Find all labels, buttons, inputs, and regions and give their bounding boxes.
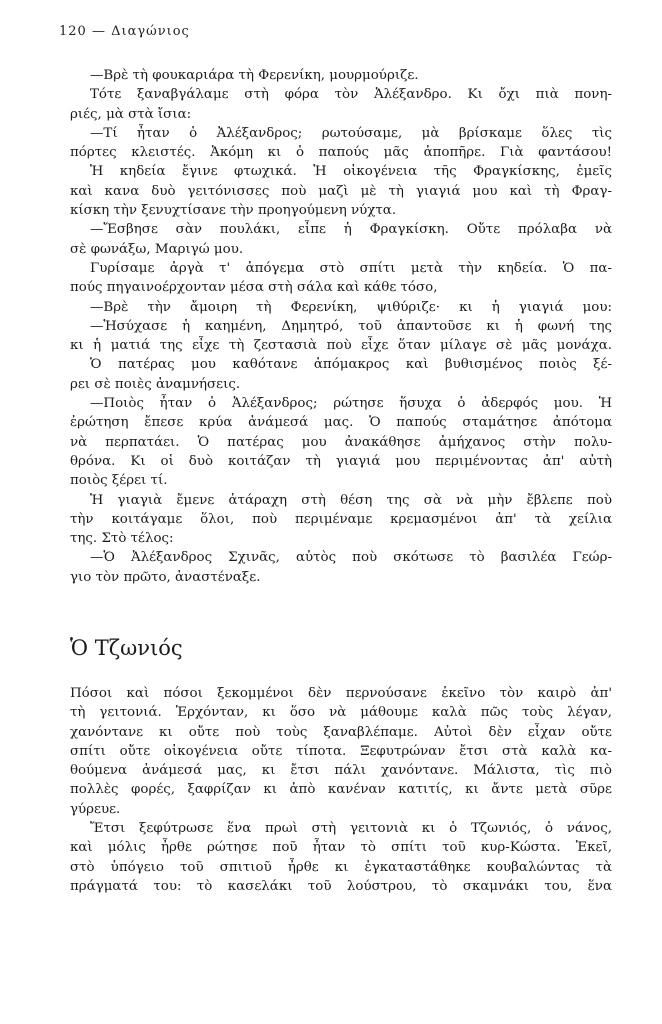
text-line: γύρευε. [70, 801, 121, 817]
text-line: τὴ γειτονιά. Ἐρχόνταν, κι ὅσο νὰ μάθουμε καλὰ πῶς τοὺς λέγαν, [70, 705, 612, 721]
text-line: σὲ φωνάξω, Μαριγώ μου. [70, 241, 244, 257]
text-line: Ἡ γιαγιὰ ἔμενε ἀτάραχη στὴ θέση της σὰ νὰ μὴν ἔβλεπε ποὺ [90, 492, 612, 508]
text-line: πούς πηγαινοέρχονταν μέσα στὴ σάλα καὶ κάθε τόσο, [70, 280, 438, 296]
running-header [59, 24, 190, 39]
text-line: πόρτες κλειστές. Ἀκόμη κι ὁ παπούς μᾶς ἀποπῆρε. Γιὰ φαντάσου! [70, 145, 612, 161]
text-line: τὴν κοιτάγαμε ὅλοι, ποὺ περιμέναμε κρεμασμένοι ἀπ' τὰ χείλια [70, 511, 612, 527]
text-line: καὶ κανα δυὸ γειτόνισσες ποὺ μαζὶ μὲ τὴ γιαγιά μου καὶ τὴ Φραγ- [70, 183, 612, 199]
text-block-dialogue [70, 66, 612, 587]
text-line: ἐρώτηση ἔπεσε κρύα ἀνάμεσά μας. Ὁ παπούς σταμάτησε ἀπότομα [70, 415, 612, 431]
text-line: Γυρίσαμε ἀργὰ τ' ἀπόγεμα στὸ σπίτι μετὰ τὴν κηδεία. Ὁ πα- [90, 260, 612, 276]
section-title: Ὁ Τζωνιός [70, 636, 183, 660]
text-line: καὶ μόλις ἦρθε ρώτησε ποῦ ἦταν τὸ σπίτι τοῦ κυρ-Κώστα. Ἐκεῖ, [70, 840, 612, 856]
text-line: πολλὲς φορές, ξαφρίζαν κι ἀπὸ κανέναν κατιτίς, κι ἄντε μετὰ σῦρε [70, 782, 612, 798]
page-number: 120 [59, 24, 87, 39]
text-line: —Ἔσβησε σὰν πουλάκι, εἶπε ἡ Φραγκίσκη. Οὔτε πρόλαβα νὰ [90, 222, 612, 238]
text-line: σπίτι οὔτε οἰκογένεια οὔτε τίποτα. Ξεφυτρώναν ἔτσι στὰ καλὰ κα- [70, 743, 612, 759]
text-line: κίσκη τὴν ξενυχτίσανε τὴν προηγούμενη νύχτα. [70, 203, 397, 219]
text-line: χανόντανε κι οὔτε ποὺ τοὺς ξαναβλέπαμε. Αὐτοὶ δὲν εἶχαν οὔτε [70, 724, 612, 740]
text-line: Τότε ξαναβγάλαμε στὴ φόρα τὸν Ἀλέξανδρο. Κι ὄχι πιὰ πονη- [90, 87, 612, 103]
text-line: ποιὸς ξέρει τί. [70, 473, 168, 489]
text-line: κι ἡ ματιά της εἶχε τὴ ζεστασιὰ ποὺ εἶχε ὅταν μίλαγε σὲ μᾶς μονάχα. [70, 338, 612, 354]
running-title: Διαγώνιος [111, 24, 190, 39]
text-line: —Ποιὸς ἦταν ὁ Ἀλέξανδρος; ρώτησε ἥσυχα ὁ ἀδερφός μου. Ἡ [90, 396, 612, 412]
text-line: ρει σὲ ποιὲς ἀναμνήσεις. [70, 376, 241, 392]
text-line: νὰ περπατάει. Ὁ πατέρας μου ἀνακάθησε ἀμήχανος στὴν πολυ- [70, 434, 612, 450]
text-line: γιο τὸν πρῶτο, ἀναστέναξε. [70, 569, 261, 585]
text-line: —Βρὲ τὴ φουκαριάρα τὴ Φερενίκη, μουρμούριζε. [90, 68, 419, 83]
text-block-section [70, 684, 612, 896]
text-line: θούμενα ἀνάμεσά μας, κι ἔτσι πάλι χανόντανε. Μάλιστα, τὶς πιὸ [70, 763, 612, 779]
text-line: Πόσοι καὶ πόσοι ξεκομμένοι δὲν περνούσανε ἐκεῖνο τὸν καιρὸ ἀπ' [70, 686, 612, 701]
text-line: Ἔτσι ξεφύτρωσε ἕνα πρωὶ στὴ γειτονιὰ κι ὁ Τζωνιός, ὁ νάνος, [90, 821, 612, 837]
text-line: της. Στὸ τέλος: [70, 531, 174, 547]
header-separator: — [86, 24, 112, 39]
text-line: στὸ ὑπόγειο τοῦ σπιτιοῦ ἦρθε κι ἐγκαταστάθηκε κουβαλώντας τὰ [70, 859, 612, 875]
text-line: Ὁ πατέρας μου καθότανε ἀπόμακρος καὶ βυθισμένος ποιὸς ξέ- [90, 357, 612, 373]
text-line: Ἡ κηδεία ἔγινε φτωχικά. Ἡ οἰκογένεια τῆς Φραγκίσκης, ἐμεῖς [90, 164, 612, 180]
text-line: —Τί ἦταν ὁ Ἀλέξανδρος; ρωτούσαμε, μὰ βρίσκαμε ὅλες τὶς [90, 125, 612, 141]
text-line: θρόνα. Κι οἱ δυὸ κοιτάζαν τὴ γιαγιά μου περιμένοντας ἀπ' αὐτὴ [70, 453, 612, 469]
text-line: ριές, μὰ στὰ ἴσια: [70, 106, 192, 122]
text-line: —Ἡσύχασε ἡ καημένη, Δημητρό, τοῦ ἀπαντοῦσε κι ἡ φωνή της [90, 318, 612, 334]
text-line: —Ὁ Ἀλέξανδρος Σχινᾶς, αὐτὸς ποὺ σκότωσε τὸ βασιλέα Γεώρ- [90, 550, 612, 566]
text-line: —Βρὲ τὴν ἄμοιρη τὴ Φερενίκη, ψιθύριζε· κι ἡ γιαγιά μου: [90, 299, 612, 315]
text-line: πράγματά του: τὸ κασελάκι τοῦ λούστρου, τὸ σκαμνάκι του, ἕνα [70, 878, 612, 894]
